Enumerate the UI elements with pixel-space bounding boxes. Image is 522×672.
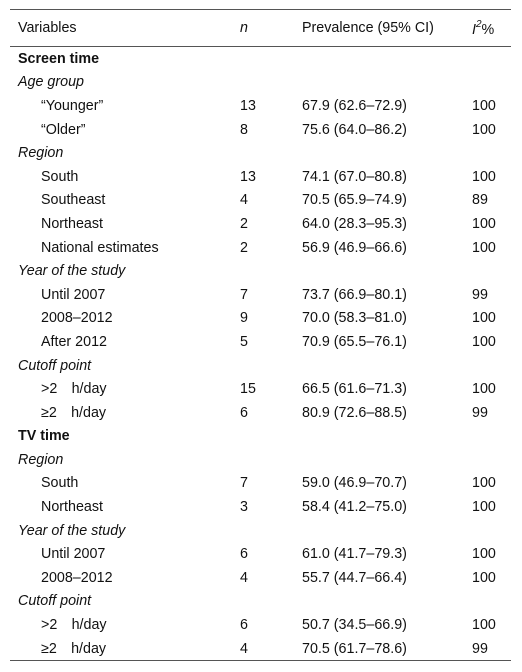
group-label: Year of the study	[18, 263, 126, 280]
table-row	[10, 236, 511, 260]
row-label: After 2012	[41, 333, 107, 350]
header-i2	[472, 10, 511, 47]
group-label: Cutoff point	[18, 593, 92, 610]
row-i2: 89	[472, 192, 488, 209]
table-body	[10, 47, 511, 661]
table-row	[10, 401, 511, 425]
row-prevalence: 58.4 (41.2–75.0)	[302, 499, 407, 516]
row-n: 4	[240, 640, 248, 657]
header-n-text: n	[240, 20, 248, 36]
table-row	[10, 189, 511, 213]
row-i2: 99	[472, 286, 488, 303]
table-row	[10, 283, 511, 307]
row-label: ≥2 h/day	[41, 404, 107, 421]
row-i2: 100	[472, 499, 496, 516]
row-n: 15	[240, 381, 256, 398]
row-prevalence: 70.5 (65.9–74.9)	[302, 192, 407, 209]
row-label: >2 h/day	[41, 381, 107, 398]
header-i2-unit: %	[481, 21, 495, 38]
table-header	[10, 10, 511, 47]
row-prevalence: 73.7 (66.9–80.1)	[302, 286, 407, 303]
row-n: 2	[240, 215, 248, 232]
header-i2-base: I	[472, 21, 476, 38]
table-row	[10, 566, 511, 590]
row-i2: 100	[472, 168, 496, 185]
row-n: 6	[240, 546, 248, 563]
table-row	[10, 165, 511, 189]
section-title: Screen time	[18, 50, 100, 67]
row-prevalence: 59.0 (46.9–70.7)	[302, 475, 407, 492]
row-prevalence: 61.0 (41.7–79.3)	[302, 546, 407, 563]
table-row	[10, 94, 511, 118]
row-label: South	[41, 168, 79, 185]
row-label: Southeast	[41, 192, 106, 209]
row-i2: 100	[472, 239, 496, 256]
row-label: “Older”	[41, 121, 86, 138]
group-label: Region	[18, 451, 64, 468]
table-row	[10, 307, 511, 331]
row-prevalence: 67.9 (62.6–72.9)	[302, 97, 407, 114]
header-row	[10, 10, 511, 47]
row-prevalence: 55.7 (44.7–66.4)	[302, 569, 407, 586]
row-label: Until 2007	[41, 546, 106, 563]
row-n: 5	[240, 333, 248, 350]
row-label: Northeast	[41, 499, 103, 516]
header-n	[240, 10, 302, 47]
row-label: 2008–2012	[41, 310, 113, 327]
row-prevalence: 70.9 (65.5–76.1)	[302, 333, 407, 350]
table-row	[10, 495, 511, 519]
row-prevalence: 75.6 (64.0–86.2)	[302, 121, 407, 138]
row-i2: 100	[472, 546, 496, 563]
row-label: ≥2 h/day	[41, 640, 107, 657]
table-row	[10, 118, 511, 142]
row-i2: 100	[472, 569, 496, 586]
table-row	[10, 472, 511, 496]
row-i2: 100	[472, 121, 496, 138]
table-row	[10, 330, 511, 354]
row-n: 8	[240, 121, 248, 138]
table-row	[10, 637, 511, 661]
group-row	[10, 354, 511, 378]
table-row	[10, 613, 511, 637]
row-prevalence: 66.5 (61.6–71.3)	[302, 381, 407, 398]
row-label: 2008–2012	[41, 569, 113, 586]
row-i2: 100	[472, 310, 496, 327]
row-label: “Younger”	[41, 97, 104, 114]
row-n: 4	[240, 569, 248, 586]
prevalence-table	[10, 9, 511, 661]
group-row	[10, 519, 511, 543]
section-row	[10, 425, 511, 449]
group-label: Cutoff point	[18, 357, 92, 374]
table-row	[10, 542, 511, 566]
row-i2: 100	[472, 617, 496, 634]
section-row	[10, 47, 511, 71]
row-prevalence: 50.7 (34.5–66.9)	[302, 617, 407, 634]
row-i2: 100	[472, 475, 496, 492]
row-prevalence: 64.0 (28.3–95.3)	[302, 215, 407, 232]
header-i2-sup: 2	[475, 18, 482, 30]
row-label: >2 h/day	[41, 617, 107, 634]
row-prevalence: 74.1 (67.0–80.8)	[302, 168, 407, 185]
section-title: TV time	[18, 428, 70, 445]
row-n: 4	[240, 192, 248, 209]
row-n: 13	[240, 168, 256, 185]
group-label: Year of the study	[18, 522, 126, 539]
row-n: 2	[240, 239, 248, 256]
row-n: 6	[240, 617, 248, 634]
header-prevalence: Prevalence (95% CI)	[302, 20, 434, 36]
group-row	[10, 448, 511, 472]
header-variables: Variables	[18, 20, 77, 36]
row-label: South	[41, 475, 79, 492]
group-row	[10, 71, 511, 95]
row-prevalence: 80.9 (72.6–88.5)	[302, 404, 407, 421]
row-i2: 99	[472, 640, 488, 657]
row-prevalence: 70.5 (61.7–78.6)	[302, 640, 407, 657]
row-i2: 99	[472, 404, 488, 421]
group-row	[10, 141, 511, 165]
row-n: 9	[240, 310, 248, 327]
table-row	[10, 377, 511, 401]
group-label: Region	[18, 145, 64, 162]
row-prevalence: 70.0 (58.3–81.0)	[302, 310, 407, 327]
row-label: Northeast	[41, 215, 103, 232]
row-prevalence: 56.9 (46.9–66.6)	[302, 239, 407, 256]
row-i2: 100	[472, 215, 496, 232]
row-i2: 100	[472, 381, 496, 398]
row-i2: 100	[472, 333, 496, 350]
group-row	[10, 259, 511, 283]
row-n: 13	[240, 97, 256, 114]
row-n: 3	[240, 499, 248, 516]
group-row	[10, 590, 511, 614]
row-n: 7	[240, 286, 248, 303]
table-row	[10, 212, 511, 236]
row-i2: 100	[472, 97, 496, 114]
row-label: Until 2007	[41, 286, 106, 303]
row-n: 6	[240, 404, 248, 421]
group-label: Age group	[18, 74, 84, 91]
row-label: National estimates	[41, 239, 159, 256]
row-n: 7	[240, 475, 248, 492]
